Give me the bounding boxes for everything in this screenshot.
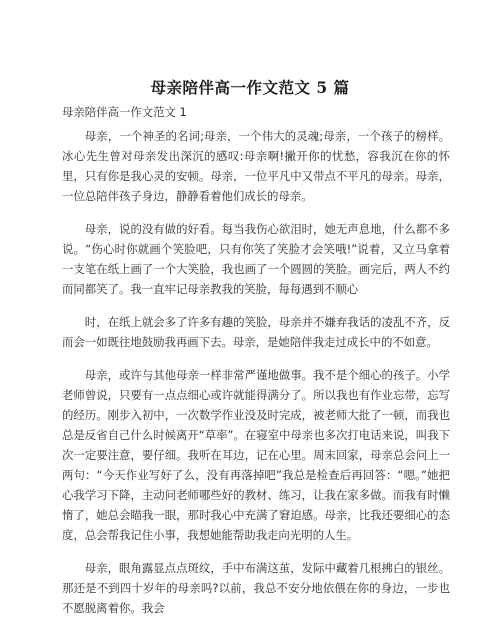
section-subtitle: 母亲陪伴高一作文范文 1: [62, 105, 187, 119]
paragraph: 母亲，一个神圣的名词;母亲，一个伟大的灵魂;母亲，一个孩子的榜样。冰心先生曾对母亲发出深沉的感叹:母亲啊!撇开你的忧愁，容我沉在你的怀里，只有你是我心灵的安顿。母亲，一位平凡中又带点不平凡的母亲。母亲，一位总陪伴孩子身边，静静看着他们成长的母亲。: [62, 129, 450, 203]
document-body: [62, 102, 450, 631]
document-title: 母亲陪伴高一作文范文 5 篇: [150, 78, 350, 97]
paragraph: 母亲，或许与其他母亲一样非常严谨地做事。我不是个细心的孩子。小学老师曾说，只要有一点点细心或许就能得满分了。所以我也有作业忘带，忘写的经历。刚步入初中，一次数学作业没及时完成，被老师大批了一顿，而我也总是反省自己什么时候离开“草率”。在寝室中母亲也多次打电话来说，叫我下次一定要注意，要仔细。我听在耳边，记在心里。周末回家，母亲总会问上一两句：“今天作业写好了么，没有再落掉吧”我总是检查后再回答：“嗯。”她把心我学习下降，主动问老师哪些好的教材、练习，让我在家多做。而我有时懒惰了，她总会瞄我一眼，那时我心中充满了窘迫感。母亲，比我还要细心的态度，总会帮我记住小事，我想她能帮助我走向光明的人生。: [62, 368, 450, 542]
paragraph: 时，在纸上就会多了许多有趣的笑脸，母亲并不嫌弃我话的凌乱不齐，反而会一如既往地鼓励我再画下去。母亲，是她陪伴我走过成长中的不如意。: [62, 315, 450, 349]
paragraph: 母亲，说的没有做的好看。每当我伤心欲泪时，她无声息地，什么都不多说。“伤心时你就画个笑脸吧，只有你笑了笑脸才会笑哦!”说着，又立马拿着一支笔在纸上画了一个大笑脸，我也画了一个圆圆的笑脸。画完后，两人不约而同都笑了。我一直牢记母亲教我的笑脸，每每遇到不顺心: [62, 222, 450, 296]
paragraph: 母亲，眼角露显点点斑纹，手中布满这茧，发际中藏着几根拂白的银丝。那还是不到四十岁年的母亲吗?以前，我总不安分地依偎在你的身边，一步也不愿脱离着你。我会: [62, 561, 450, 615]
